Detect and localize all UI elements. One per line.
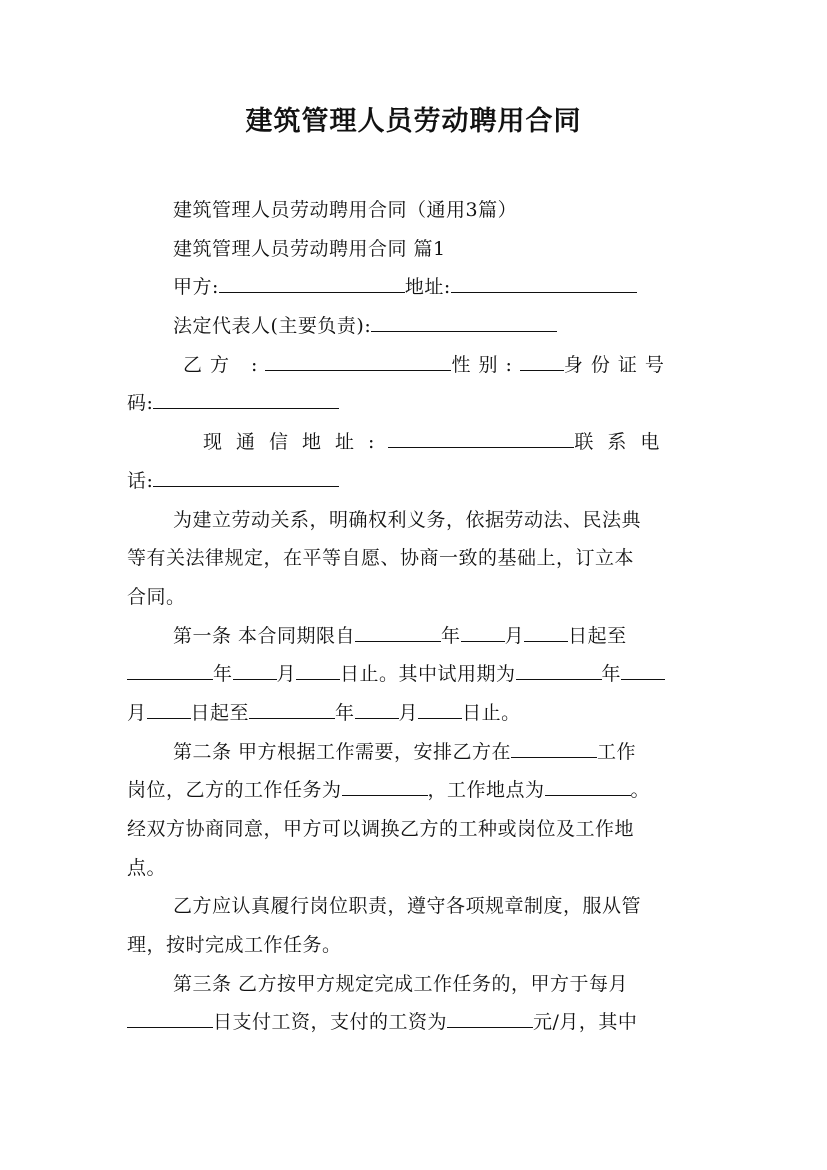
- article1-start-month-blank: [461, 619, 505, 642]
- preamble-line-3: 合同。: [127, 585, 186, 608]
- representative-blank: [371, 309, 557, 332]
- article2-text: ，工作地点为: [427, 779, 545, 802]
- article3-text: 元/月，其中: [533, 1011, 638, 1034]
- article1-end-month-blank: [233, 657, 277, 680]
- article2-line-4: 点。: [127, 856, 167, 879]
- duty-line-2: 理，按时完成工作任务。: [127, 934, 342, 957]
- article2-task-blank: [342, 773, 428, 796]
- article1-probation-year-blank: [516, 657, 602, 680]
- article1-start-year-blank: [355, 619, 441, 642]
- document-title: 建筑管理人员劳动聘用合同: [245, 106, 582, 137]
- party-b-address-blank: [388, 425, 574, 448]
- article1-text: 月: [276, 663, 297, 686]
- representative-line: [127, 307, 703, 346]
- article3-line-2: [127, 1003, 703, 1042]
- representative-label: 法定代表人(主要负责):: [173, 315, 372, 338]
- article2-text: 岗位，乙方的工作任务为: [127, 779, 342, 802]
- party-b-address-label: 现通信地址:: [203, 431, 389, 454]
- article1-probation-month-blank: [621, 657, 665, 680]
- party-a-name-blank: [219, 270, 405, 293]
- party-b-phone-label-cont: 话:: [127, 469, 154, 492]
- party-b-phone-line: [127, 462, 703, 501]
- section-heading: 建筑管理人员劳动聘用合同 篇1: [173, 237, 446, 260]
- article1-text: 年: [335, 701, 355, 724]
- article3-line-1: 第三条 乙方按甲方规定完成工作任务的，甲方于每月: [173, 972, 629, 995]
- article1-text: 月: [504, 624, 525, 647]
- article1-line-1: [127, 617, 703, 656]
- article1-probation-day-blank: [147, 696, 191, 719]
- article3-text: 日支付工资，支付的工资为: [213, 1011, 448, 1034]
- party-b-id-label: 身份证号: [563, 353, 672, 376]
- party-b-line: [127, 346, 703, 385]
- article1-probation-end-year-blank: [249, 696, 335, 719]
- party-b-name-blank: [265, 348, 451, 371]
- article1-text: 月: [127, 701, 147, 724]
- article1-text: 日起至: [568, 624, 627, 647]
- article1-text: 日起至: [190, 701, 250, 724]
- document-subtitle: 建筑管理人员劳动聘用合同（通用3篇）: [173, 199, 518, 221]
- article1-text: 年: [213, 663, 233, 686]
- article1-text: 第一条 本合同期限自: [173, 624, 356, 647]
- article1-text: 日止。其中试用期为: [340, 663, 516, 686]
- party-b-phone-label: 联系电: [574, 431, 674, 454]
- article1-line-3: [127, 694, 703, 733]
- preamble-line-2: 等有关法律规定，在平等自愿、协商一致的基础上，订立本: [127, 547, 635, 570]
- article2-position-blank: [511, 735, 597, 758]
- article3-salary-blank: [447, 1005, 533, 1028]
- party-b-id-blank: [153, 386, 339, 409]
- party-b-phone-blank: [153, 464, 339, 487]
- article2-text: 第二条 甲方根据工作需要，安排乙方在: [173, 740, 512, 763]
- article1-probation-end-month-blank: [355, 696, 399, 719]
- party-a-address-blank: [451, 270, 637, 293]
- duty-line-1: 乙方应认真履行岗位职责，遵守各项规章制度，服从管: [173, 895, 642, 918]
- article1-text: 年: [601, 663, 622, 686]
- document-body: [127, 191, 703, 1042]
- article1-text: 年: [441, 624, 461, 647]
- article1-line-2: [127, 655, 703, 694]
- article1-text: 月: [398, 701, 419, 724]
- party-b-address-line: [127, 423, 703, 462]
- article1-probation-end-day-blank: [418, 696, 462, 719]
- preamble-line-1: 为建立劳动关系，明确权利义务，依据劳动法、民法典: [173, 508, 642, 531]
- article1-end-year-blank: [127, 657, 213, 680]
- party-b-id-line: [127, 384, 703, 423]
- article1-text: 日止。: [462, 701, 521, 724]
- article2-line-2: [127, 771, 703, 810]
- party-a-label: 甲方:: [173, 276, 219, 299]
- party-b-label: 乙方 :: [183, 353, 266, 376]
- party-b-gender-label: 性别:: [451, 353, 520, 376]
- article3-payday-blank: [127, 1005, 213, 1028]
- party-a-address-label: 地址:: [404, 276, 451, 299]
- party-b-gender-blank: [520, 348, 564, 371]
- party-b-id-label-cont: 码:: [127, 392, 154, 415]
- article2-location-blank: [545, 773, 631, 796]
- article1-start-day-blank: [524, 619, 568, 642]
- article2-text: 工作: [597, 740, 637, 763]
- party-a-line: [127, 268, 703, 307]
- article2-line-3: 经双方协商同意，甲方可以调换乙方的工种或岗位及工作地: [127, 818, 635, 840]
- article2-line-1: [127, 733, 703, 772]
- article1-end-day-blank: [296, 657, 340, 680]
- article2-text: 。: [630, 779, 651, 802]
